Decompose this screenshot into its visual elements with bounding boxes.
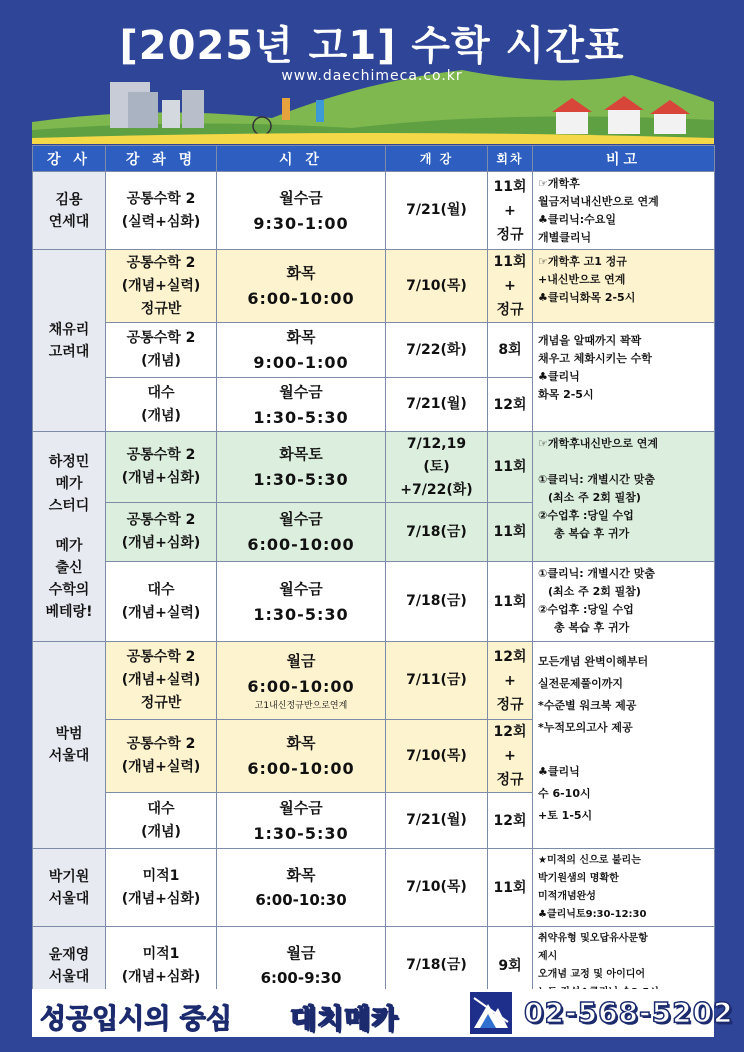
time-cell: 월수금 1:30-5:30 — [217, 378, 386, 432]
footer-slogan: 성공입시의 중심 — [40, 1004, 232, 1035]
table-row — [33, 250, 715, 323]
table-row — [33, 432, 715, 503]
start-date-cell: 7/22(화) — [386, 323, 488, 378]
session-count-cell: 11회 — [488, 503, 533, 562]
table-header-row — [33, 146, 715, 172]
instructor-cell: 박범 서울대 — [33, 642, 106, 849]
instructor-cell: 윤재영 서울대 — [33, 927, 106, 1005]
note-cell: 취약유형 및오답유사문항 제시 오개념 교정 및 아이디어 — [533, 927, 715, 1005]
start-date-cell: 7/21(월) — [386, 378, 488, 432]
note-cell: 개념을 알때까지 꽉꽉 채우고 체화시키는 수학 ♣클리닉 화목 2-5시 — [533, 323, 715, 432]
schedule-table — [32, 145, 715, 1005]
time-cell: 월수금 6:00-10:00 — [217, 503, 386, 562]
course-cell: 공통수학 2 (실력+심화) — [106, 172, 217, 250]
col-header-time: 시 간 — [217, 146, 386, 172]
table-row — [33, 642, 715, 720]
start-date-cell: 7/18(금) — [386, 503, 488, 562]
note-cell: ①클리닉: 개별시간 맞춤 (최소 주 2회 필참) ②수업후 :당일 수업 총 복습 후 귀가 — [533, 562, 715, 642]
time-cell: 화목 6:00-10:00 — [217, 720, 386, 793]
start-date-cell: 7/21(월) — [386, 793, 488, 849]
table-row — [33, 323, 715, 378]
course-cell: 대수 (개념) — [106, 378, 217, 432]
session-count-cell: 9회 — [488, 927, 533, 1005]
brand-name: 대치메카 — [290, 1004, 399, 1035]
instructor-cell: 박기원 서울대 — [33, 849, 106, 927]
table-row — [33, 562, 715, 642]
course-cell: 미적1 (개념+심화) — [106, 927, 217, 1005]
course-cell: 공통수학 2 (개념+심화) — [106, 432, 217, 503]
session-count-cell: 11회 + 정규 — [488, 250, 533, 323]
session-count-cell: 11회 — [488, 562, 533, 642]
start-date-cell: 7/18(금) — [386, 562, 488, 642]
course-cell: 공통수학 2 (개념+실력) — [106, 720, 217, 793]
course-cell: 대수 (개념+실력) — [106, 562, 217, 642]
course-cell: 공통수학 2 (개념+실력) 정규반 — [106, 250, 217, 323]
start-date-cell: 7/10(목) — [386, 720, 488, 793]
mountain-logo-icon — [470, 992, 512, 1034]
time-cell: 월금 6:00-10:00 고1내신정규반으로연계 — [217, 642, 386, 720]
time-cell: 화목 6:00-10:00 — [217, 250, 386, 323]
time-cell: 화목토 1:30-5:30 — [217, 432, 386, 503]
instructor-cell: 김용 연세대 — [33, 172, 106, 250]
phone-number: 02-568-5202 — [524, 996, 734, 1029]
page-title: [2025년 고1] 수학 시간표 — [119, 23, 625, 69]
start-date-cell: 7/11(금) — [386, 642, 488, 720]
col-header-sessions: 회차 — [488, 146, 533, 172]
time-cell: 월금 6:00-9:30 — [217, 927, 386, 1005]
instructor-cell: 하정민 메가 스터디 메가 출신 수학의 베테랑! — [33, 432, 106, 642]
col-header-course: 강 좌 명 — [106, 146, 217, 172]
col-header-start: 개 강 — [386, 146, 488, 172]
session-count-cell: 12회 — [488, 793, 533, 849]
website-url: www.daechimeca.co.kr — [281, 68, 463, 84]
table-row — [33, 172, 715, 250]
course-cell: 공통수학 2 (개념+실력) 정규반 — [106, 642, 217, 720]
note-cell: ☞개학후내신반으로 연계 ①클리닉: 개별시간 맞춤 (최소 주 2회 필참) ②수업후 :당일 수업 총 복습 후 귀가 — [533, 432, 715, 562]
session-count-cell: 11회 — [488, 849, 533, 927]
start-date-cell: 7/10(목) — [386, 849, 488, 927]
course-cell: 공통수학 2 (개념) — [106, 323, 217, 378]
time-cell: 월수금 1:30-5:30 — [217, 793, 386, 849]
session-count-cell: 11회 + 정규 — [488, 172, 533, 250]
col-header-note: 비고 — [533, 146, 715, 172]
time-cell: 월수금 9:30-1:00 — [217, 172, 386, 250]
note-cell: ★미적의 신으로 불리는 박기원샘의 명확한 미적개념완성 ♣클리닉토9:30-12:30 — [533, 849, 715, 927]
session-count-cell: 11회 — [488, 432, 533, 503]
table-row — [33, 849, 715, 927]
start-date-cell: 7/21(월) — [386, 172, 488, 250]
course-cell: 대수 (개념) — [106, 793, 217, 849]
note-cell: ☞개학후 고1 정규 +내신반으로 연계 ♣클리닉화목 2-5시 — [533, 250, 715, 323]
footer-banner — [32, 989, 734, 1037]
session-count-cell: 12회 + 정규 — [488, 720, 533, 793]
note-cell: 모든개념 완벽이해부터 실전문제풀이까지 *수준별 워크북 제공 *누적모의고사 제공 ♣클리닉 수 6-10시 +토 1-5시 — [533, 642, 715, 849]
time-cell: 화목 6:00-10:30 — [217, 849, 386, 927]
session-count-cell: 8회 — [488, 323, 533, 378]
instructor-cell: 채유리 고려대 — [33, 250, 106, 432]
col-header-instructor: 강 사 — [33, 146, 106, 172]
course-cell: 미적1 (개념+심화) — [106, 849, 217, 927]
course-cell: 공통수학 2 (개념+심화) — [106, 503, 217, 562]
start-date-cell: 7/18(금) — [386, 927, 488, 1005]
time-cell: 월수금 1:30-5:30 — [217, 562, 386, 642]
start-date-cell: 7/10(목) — [386, 250, 488, 323]
time-cell: 화목 9:00-1:00 — [217, 323, 386, 378]
session-count-cell: 12회 + 정규 — [488, 642, 533, 720]
start-date-cell: 7/12,19 (토) +7/22(화) — [386, 432, 488, 503]
session-count-cell: 12회 — [488, 378, 533, 432]
note-cell: ☞개학후 월금저녁내신반으로 연계 ♣클리닉:수요일 개별클리닉 — [533, 172, 715, 250]
